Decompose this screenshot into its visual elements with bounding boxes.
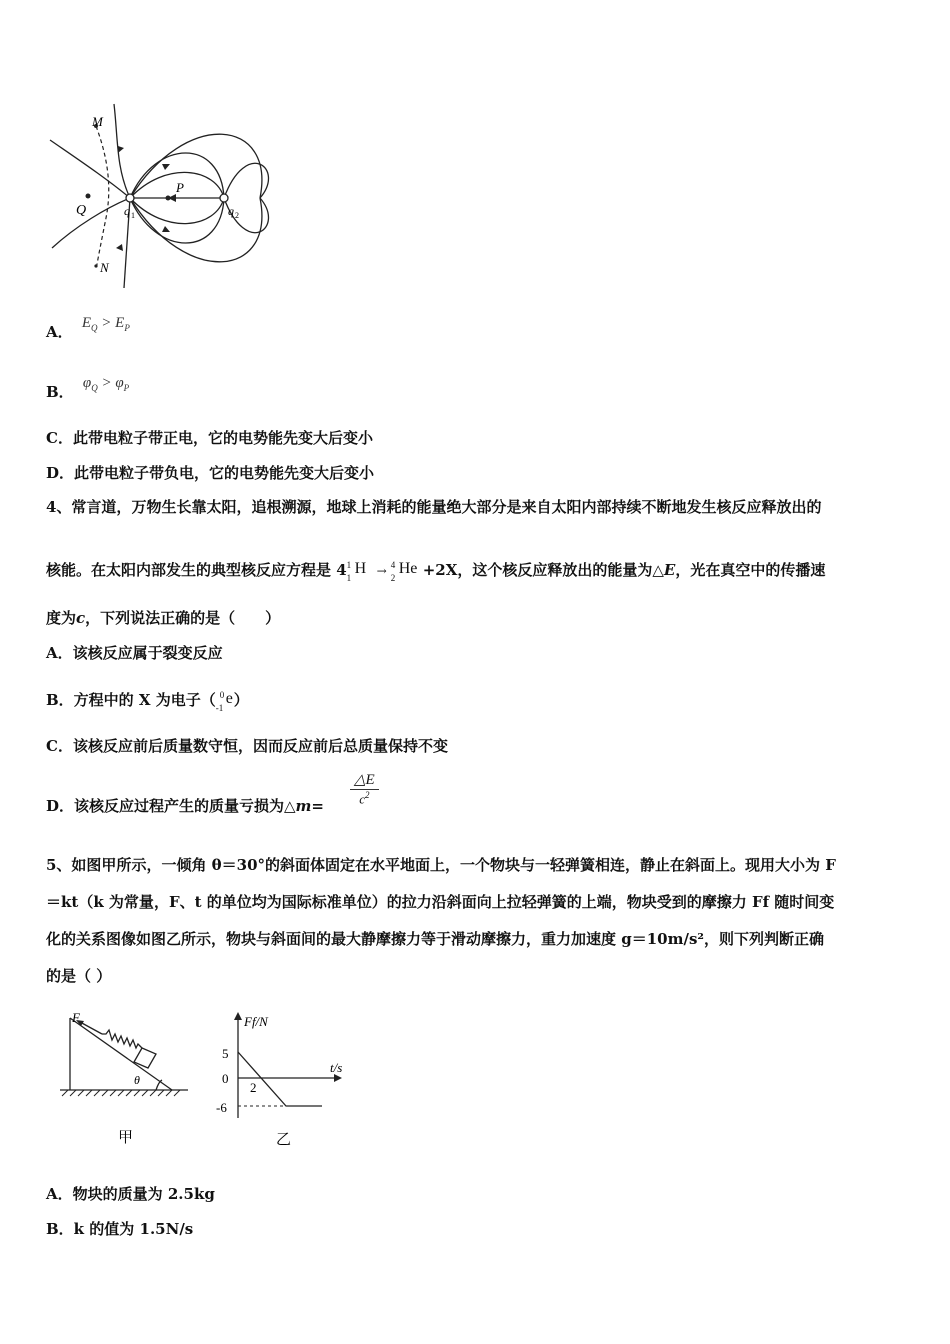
label-q2-sub: 2 xyxy=(235,211,239,220)
nuclide-he: 4 2 He xyxy=(390,560,418,583)
label-q2: q xyxy=(228,204,234,218)
q4-option-c: C．该核反应前后质量数守恒，因而反应前后总质量保持不变 xyxy=(46,737,448,755)
caption-yi: 乙 xyxy=(276,1132,292,1148)
incline-figure xyxy=(56,1008,196,1148)
q4-option-d: D．该核反应过程产生的质量亏损为△m= xyxy=(46,797,324,815)
q4-stem-line1: 4、常言道，万物生长靠太阳，追根溯源，地球上消耗的能量绝大部分是来自太阳内部持续不断地发生核反应释放出的 xyxy=(46,498,822,516)
nuclide-h: 1 1 H xyxy=(346,560,367,583)
label-M: M xyxy=(92,114,103,129)
friction-time-graph xyxy=(214,1008,364,1148)
q3-option-b: B． $\varphi_Q > \varphi_P$ xyxy=(46,375,130,401)
inequality-phi: $\varphi_Q > \varphi_P$ xyxy=(82,375,130,393)
mass-defect-fraction: $\frac{\triangle E}{c^2}$ xyxy=(350,770,379,807)
q4-option-b: B．方程中的 X 为电子（ 0 -1 e ） xyxy=(46,690,249,713)
q3-option-c: C．此带电粒子带正电，它的电势能先变大后变小 xyxy=(46,429,373,447)
label-P: P xyxy=(176,180,184,195)
tick-0: 0 xyxy=(222,1071,229,1086)
q4-stem-line3: 度为c，下列说法正确的是（ ） xyxy=(46,609,281,627)
q5-stem-line3: 化的关系图像如图乙所示，物块与斜面间的最大静摩擦力等于滑动摩擦力，重力加速度 g＝10m/s²，则下列判断正确 xyxy=(46,930,824,948)
q5-stem-line2: ＝kt（k 为常量，F、t 的单位均为国际标准单位）的拉力沿斜面向上拉轻弹簧的上端，物块受到的摩擦力 Ff 随时间变 xyxy=(46,893,835,911)
q5-stem-line4: 的是（ ） xyxy=(46,967,112,985)
label-theta: θ xyxy=(134,1073,140,1087)
tick-2: 2 xyxy=(250,1080,257,1095)
tick-5: 5 xyxy=(222,1046,229,1061)
field-lines-figure xyxy=(46,98,276,298)
nuclide-e: 0 -1 e xyxy=(215,690,233,713)
y-axis-label: Ff/N xyxy=(244,1014,268,1029)
label-q1-sub: 1 xyxy=(131,211,135,220)
q5-option-b: B．k 的值为 1.5N/s xyxy=(46,1220,194,1238)
q3-option-d: D．此带电粒子带负电，它的电势能先变大后变小 xyxy=(46,464,375,482)
q4-stem-line2: 核能。在太阳内部发生的典型核反应方程是 4 1 1 H → 4 2 He +2X，这个核反应释放出的能量为△E，光在真空中的传播速 xyxy=(46,560,826,583)
label-F: F xyxy=(72,1010,80,1025)
q3-option-a: A． $E_Q > E_P$ xyxy=(46,315,130,341)
label-q1: q xyxy=(124,204,130,218)
friction-curve xyxy=(238,1052,322,1106)
q5-stem-line1: 5、如图甲所示，一倾角 θ＝30°的斜面体固定在水平地面上，一个物块与一轻弹簧相连，静止在斜面上。现用大小为 F xyxy=(46,856,836,874)
x-axis-label: t/s xyxy=(330,1060,343,1075)
tick-minus-6: -6 xyxy=(216,1100,227,1115)
q5-option-a: A．物块的质量为 2.5kg xyxy=(46,1185,215,1203)
q4-option-a: A．该核反应属于裂变反应 xyxy=(46,644,223,662)
label-Q: Q xyxy=(76,203,87,218)
inequality-e: $E_Q > E_P$ xyxy=(81,315,130,333)
label-N: N xyxy=(100,260,109,275)
caption-jia: 甲 xyxy=(118,1130,134,1146)
